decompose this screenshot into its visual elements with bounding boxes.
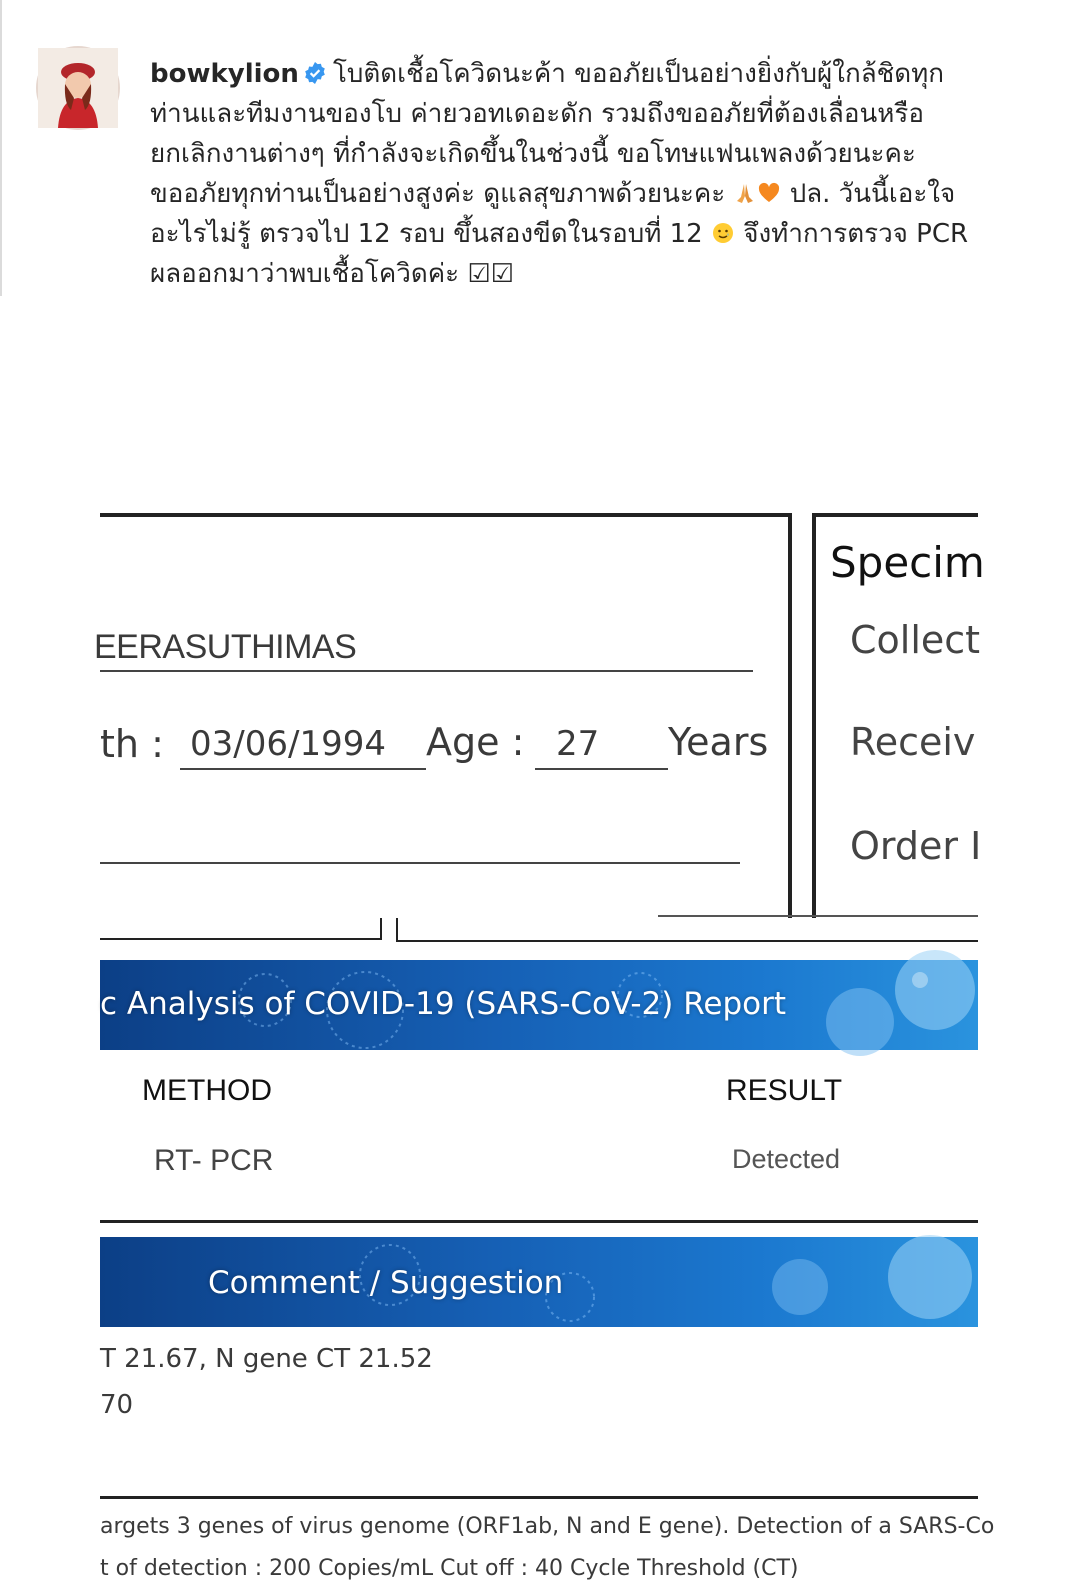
caption-line-6: ผลออกมาว่าพบเชื้อโควิดค่ะ ☑☑ [150,259,514,289]
caption-line-5 [150,214,1065,254]
comment-divider [100,1496,978,1499]
orange-heart-emoji-icon [757,177,781,201]
caption-line-3: ยกเลิกงานต่างๆ ที่กำลังจะเกิดขึ้นในช่วงนี้ ขอโทษแฟนเพลงด้วยนะคะ [150,139,916,169]
bracket-left-vertical [380,918,382,940]
specimen-box-bottom-border [658,915,978,917]
patient-name: EERASUTHIMAS [94,628,357,666]
result-value: Detected [732,1144,841,1174]
folded-hands-emoji-icon [733,177,757,201]
specimen-header: Specim [830,538,985,587]
analysis-banner-title: c Analysis of COVID-19 (SARS-CoV-2) Report [100,986,786,1022]
lab-report-image [94,510,995,1581]
results-divider [100,1220,978,1223]
caption-line-2: ท่านและทีมงานของโบ ค่ายวอทเดอะดัก รวมถึงขออภัยที่ต้องเลื่อนหรือ [150,99,924,129]
caption-line-4 [150,174,1065,214]
caption-text-4: ขออภัยทุกท่านเป็นอย่างสูงค่ะ ดูแลสุขภาพด้วยนะคะ [150,179,726,209]
age-label: Age : [426,720,525,764]
caption-text-5: อะไรไม่รู้ ตรวจไป 12 รอบ ขึ้นสองขีดในรอบที่ 12 [150,219,703,249]
age-value: 27 [556,724,600,764]
avatar-image [38,48,118,128]
post-username[interactable]: bowkylion [150,59,299,89]
patient-box-right-border [788,513,792,918]
comment-banner [100,1237,978,1327]
bracket-left-horizontal [100,938,382,940]
verified-badge-icon [303,57,327,81]
result-header: RESULT [726,1074,843,1107]
analysis-banner [100,960,978,1050]
specimen-row-collect: Collect [850,618,981,662]
specimen-box-top-border [812,513,978,517]
address-underline [100,862,740,864]
caption-text-4b: ปล. วันนี้เอะใจ [789,179,956,209]
specimen-box-left-border [812,513,816,918]
footnote-line-2: t of detection : 200 Copies/mL Cut off : 40 Cycle Threshold (CT) [100,1556,799,1581]
caption-line-1 [150,54,1065,94]
dob-label: th : [100,722,164,766]
specimen-row-order: Order I [850,824,982,868]
bracket-right-vertical [396,918,398,942]
caption-text-5b: จึงทำการตรวจ PCR [743,219,969,249]
avatar[interactable] [36,46,120,130]
caption-text-1: โบติดเชื้อโควิดนะค้า ขออภัยเป็นอย่างยิ่งกับผู้ใกล้ชิดทุก [332,59,945,89]
age-underline [535,768,668,770]
method-header: METHOD [142,1074,272,1107]
dob-value: 03/06/1994 [190,724,386,764]
bracket-right-horizontal [396,940,978,942]
dob-underline [180,768,426,770]
specimen-row-receive: Receiv [850,720,976,764]
comment-line-1: T 21.67, N gene CT 21.52 [100,1344,433,1374]
footnote-line-1: argets 3 genes of virus genome (ORF1ab, N and E gene). Detection of a SARS-Co [100,1514,995,1539]
method-value: RT- PCR [154,1144,274,1177]
post-left-border [0,0,2,296]
smiling-face-with-tear-emoji-icon [711,217,735,241]
comment-banner-title: Comment / Suggestion [208,1265,564,1301]
patient-box-top-border [100,513,792,517]
comment-line-2: 70 [100,1390,134,1420]
patient-name-underline [100,670,753,672]
post-caption [150,54,1065,294]
age-unit: Years [668,720,769,764]
